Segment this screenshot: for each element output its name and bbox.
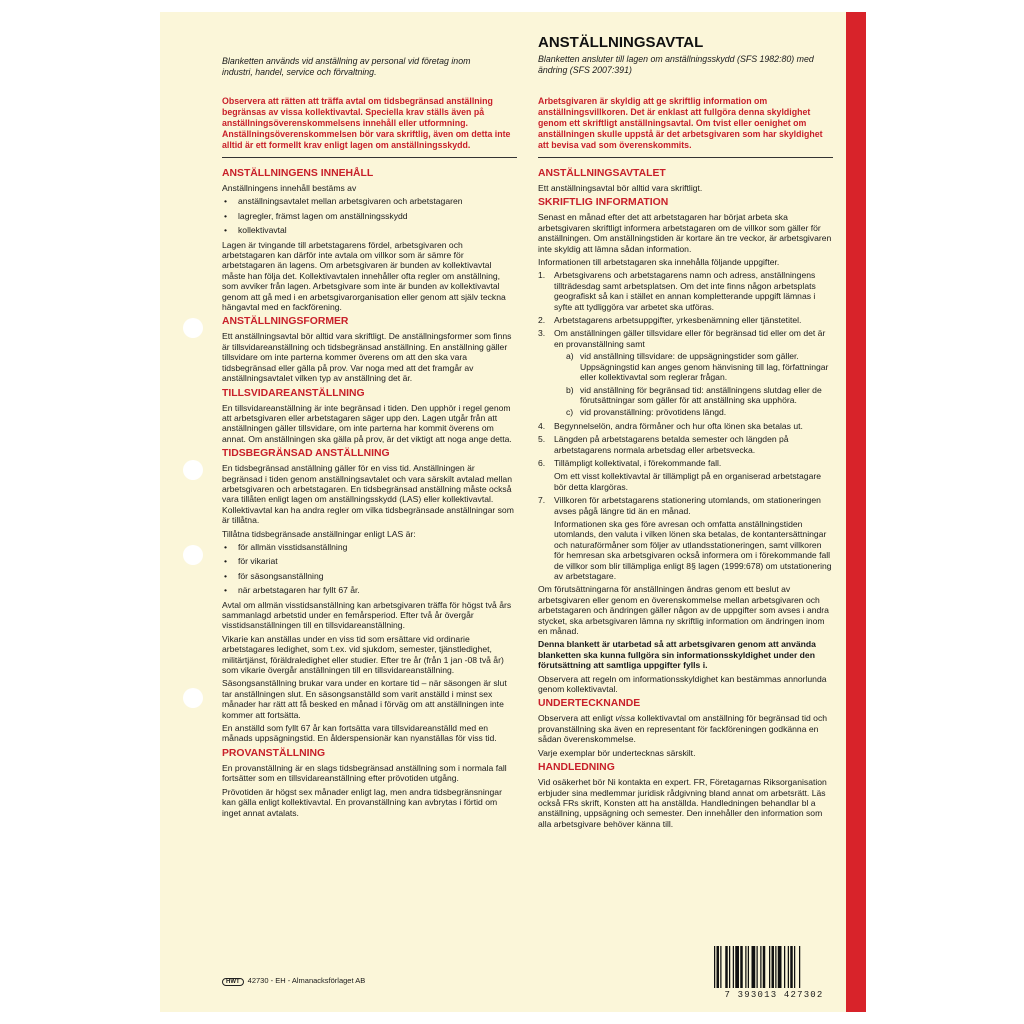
sub-item <box>554 351 833 382</box>
right-column <box>538 164 833 832</box>
item-number: 3. <box>538 328 546 339</box>
list-item <box>538 495 833 581</box>
paragraph: Ett anställningsavtal bör alltid vara skriftligt. <box>538 183 703 193</box>
barcode-bar <box>772 946 775 988</box>
form-intro: Blanketten används vid anställning av personal vid företag inom industri, handel, service och förvaltning. <box>222 56 471 77</box>
barcode-bar <box>775 946 776 988</box>
item-text: Tillämpligt kollektivatal, i förekommande fall. <box>554 457 722 468</box>
item-number: 4. <box>538 420 546 431</box>
paragraph: Tillåtna tidsbegränsade anställningar enligt LAS är: <box>222 528 416 539</box>
barcode-bar <box>717 946 720 988</box>
divider <box>538 157 833 158</box>
item-note: Informationen ska ges före avresan och omfatta anställningstiden utomlands, den valuta i vilken lönen ska betalas, de kontantersättningar och naturaförmåner som följer av utlandsstationeringen, samt villkoren för hemresan ska arbetsgivaren också informera om i förekommande fall de villkor som blir tillämpliga enligt 8§ lagen (1999:678) om utstationering av arbetstagare. <box>554 518 832 581</box>
sub-item-letter: a) <box>566 351 574 362</box>
paragraph: Senast en månad efter det att arbetstagaren har börjat arbeta ska arbetsgivaren skriftligt informera arbetstagaren om de villkor som gäller för anställningen. Om anställningstiden är kortare än tre veckor, är arbetsgivaren inte skyldig att lämna sådan information. <box>538 212 832 254</box>
sub-item-text: vid provanställning: prövotidens längd. <box>580 407 727 418</box>
sub-item-letter: c) <box>566 407 574 418</box>
punch-hole <box>183 318 203 338</box>
left-column <box>222 164 517 821</box>
paragraph: En provanställning är en slags tidsbegränsad anställning som i normala fall fortsätter som en tillsvidareanställning efter prövotiden utgång. <box>222 762 507 784</box>
text-run: Observera att enligt <box>538 713 616 724</box>
item-text: Begynnelselön, andra förmåner och hur ofta lönen ska betalas ut. <box>554 420 803 431</box>
item-text: Längden på arbetstagarens betalda semester och längden på arbetstagarens normala arbetsdag eller arbetsvecka. <box>554 434 789 455</box>
barcode-bar <box>794 946 795 988</box>
text-run: kollektivavtal om anställning för begränsad tid och provanställning ska även en representant för fackföreningen godkänna en sådan överenskommelse. <box>538 713 828 745</box>
paragraph: Avtal om allmän visstidsanställning kan arbetsgivaren träffa för högst två års sammanlagd arbetstid under en femårsperiod. Efter två år övergår visstidsanställningen till en tillsvidareanställning. <box>222 599 512 631</box>
section-heading: PROVANSTÄLLNING <box>222 747 326 759</box>
section-heading: TILLSVIDAREANSTÄLLNING <box>222 387 365 399</box>
section-heading: UNDERTECKNANDE <box>538 698 641 710</box>
list-item: • anställningsavtalet mellan arbetsgivaren och arbetstagaren <box>222 196 517 206</box>
barcode-bar <box>752 946 756 988</box>
barcode-bar <box>760 946 761 988</box>
footer-text: 42730 - EH - Almanacksförlaget AB <box>247 976 366 985</box>
page-title: ANSTÄLLNINGSAVTAL <box>538 34 704 51</box>
paragraph: Lagen är tvingande till arbetstagarens fördel, arbetsgivaren och arbetstagaren kan därför inte avtala om villkor som är sämre för arbetstagaren än lagens. Om arbetsgivaren är bunden av kollektivavtal måste han följa det. Kollektivavtalen innehåller ofta regler om anställning, som avviker från lagen. Arbetsgivare som inte är bunden av kollektivavtal genom att gå med i en arbetsgivarorganisation eller genom att själv teckna hängavtal med en fackförening. <box>222 239 506 313</box>
punch-hole <box>183 545 203 565</box>
barcode-bar <box>725 946 728 988</box>
paragraph: Vikarie kan anställas under en viss tid som ersättare vid ordinarie arbetstagares ledighet, som t.ex. vid sjukdom, semester, tjänstledighet, militärtjänst, föräldraledighet eller studier. Efter tre år (från 1 jan -08 två år) som vikarie övergår anställningen till en tillsvidareanställning. <box>222 633 504 676</box>
list-item: • kollektivavtal <box>222 225 517 235</box>
footer <box>222 976 365 986</box>
paragraph: Ett anställningsavtal bör alltid vara skriftligt. De anställningsformer som finns är tillsvidareanställning och tidsbegränsad anställning. En anställning gäller tillsvidare om inte parterna kommer överens om att den ska vara tidsbegränsad eller gälla på prov. Var noga med att det framgår av anställningsavtalet vilken typ av anställning det är. <box>222 331 512 384</box>
item-text: Arbetsgivarens och arbetstagarens namn och adress, anställningens tillträdesdag samt arbetsplatsen. Om det inte finns någon arbetsplats geografiskt så kan i stället en annan kompletterande uppgift lämnas i syfte att tydliggöra var arbetet ska utföras. <box>554 270 816 312</box>
paragraph: Varje exemplar bör undertecknas särskilt. <box>538 747 696 758</box>
barcode-bar <box>745 946 746 988</box>
paragraph: Om förutsättningarna för anställningen ändras genom ett beslut av arbetsgivaren eller genom en överenskommelse mellan arbetsgivaren och arbetstagaren och ändringen gäller någon av de uppgifter som avses i andra stycket, ska arbetsgivaren lämna ny skriftlig information om ändringen inom en månad. <box>538 584 829 637</box>
section-heading: TIDSBEGRÄNSAD ANSTÄLLNING <box>222 448 390 460</box>
paragraph <box>538 713 833 744</box>
list-item: • lagregler, främst lagen om anställningsskydd <box>222 211 517 221</box>
sub-item-text: vid anställning tillsvidare: de uppsägningstider som gäller. Uppsägningstid kan anges genom hänvisning till lag, författningar eller kollektivavtal som reglerar frågan. <box>580 351 829 383</box>
barcode-bar <box>729 946 730 988</box>
barcode-bar <box>763 946 766 988</box>
bullet-list <box>222 542 517 596</box>
barcode-bar <box>778 946 782 988</box>
barcode-bar <box>740 946 743 988</box>
punch-hole <box>183 688 203 708</box>
item-text: Villkoren för arbetstagarens stationering utomlands, om stationeringen avses pågå längre tid än en månad. <box>554 495 821 516</box>
section-heading: SKRIFTLIG INFORMATION <box>538 197 669 209</box>
item-number: 5. <box>538 434 546 445</box>
barcode-bar <box>784 946 785 988</box>
paragraph: Prövotiden är högst sex månader enligt lag, men andra tidsbegränsningar kan gälla enligt kollektivavtal. En provanställning kan avbrytas i förtid om inget annat avtalats. <box>222 786 502 818</box>
item-number: 7. <box>538 495 546 506</box>
item-number: 2. <box>538 315 546 326</box>
sub-item <box>554 407 833 417</box>
bullet-list <box>222 196 517 235</box>
barcode-bar <box>714 946 715 988</box>
section-heading: HANDLEDNING <box>538 762 615 774</box>
paragraph: En anställd som fyllt 67 år kan fortsätta vara tillsvidareanställd med en månads uppsägningstid. En ålderspensionär kan nyanställas för viss tid. <box>222 723 497 744</box>
paragraph: Observera att regeln om informationsskyldighet kan bestämmas annorlunda genom kollektivavtal. <box>538 673 827 695</box>
barcode-bar <box>769 946 770 988</box>
barcode-bar <box>757 946 758 988</box>
section-heading: ANSTÄLLNINGENS INNEHÅLL <box>222 168 374 179</box>
paragraph: En tillsvidareanställning är inte begränsad i tiden. Den upphör i regel genom att arbetsgivaren eller arbetstagaren säger upp den. Lagen utgår från att anställningen gäller tillsvidare, om inte parterna har kommit överens om annat. Om anställningen ska gälla på prov, är det viktigt att noga ange detta. <box>222 402 512 444</box>
list-item <box>538 434 833 455</box>
section-heading: ANSTÄLLNINGSFORMER <box>222 316 349 328</box>
barcode-bar <box>735 946 739 988</box>
list-item <box>538 315 833 325</box>
list-item: • för vikariat <box>222 556 517 566</box>
left-warning: Observera att rätten att träffa avtal om tidsbegränsad anställning begränsas av vissa kollektivavtal. Speciella krav ställs även på anställningsöverenskommelsens innehåll eller utformning. Anställningsöverenskommelsen bör vara skriftlig, även om detta inte alltid är ett formellt krav enligt lagen om anställningsskydd. <box>222 96 511 150</box>
section-heading: ANSTÄLLNINGSAVTALET <box>538 168 666 179</box>
list-item <box>538 421 833 431</box>
item-text: Om anställningen gäller tillsvidare eller för begränsad tid eller om det är en provanställning samt <box>554 328 826 349</box>
barcode-bar <box>720 946 721 988</box>
bold-paragraph: Denna blankett är utarbetad så att arbetsgivaren genom att använda blanketten ska kunna fullgöra sin informationsskyldighet under den förutsättning att samtliga uppgifter fylls i. <box>538 639 816 671</box>
paragraph: En tidsbegränsad anställning gäller för en viss tid. Anställningen är begränsad i tiden genom anställningsavtalet och vara särskilt avtalad mellan arbetsgivaren och arbetstagaren. En tidsbegränsad anställning måste också vara tillåten enligt lagen om anställningsskydd (LAS) eller kollektivavtal. Kollektivavtal kan ha andra regler om vilka tidsbegränsade anställningar som är tillåtna. <box>222 463 514 526</box>
item-note: Om ett visst kollektivavtal är tillämpligt på en organiserad arbetstagare bör detta klargöras. <box>554 471 822 492</box>
right-warning: Arbetsgivaren är skyldig att ge skriftlig information om anställningsvillkoren. Det är enklast att fullgöra denna skyldighet genom ett skriftligt anställningsavtal. Om tvist eller oenighet om anställningen skulle uppstå är det arbetsgivaren som har skyldighet att bevisa vad som överenskommits. <box>538 96 823 150</box>
punch-hole <box>183 460 203 480</box>
emphasis: vissa <box>615 713 635 724</box>
list-item <box>538 270 833 312</box>
barcode-bar <box>788 946 789 988</box>
paragraph: Informationen till arbetstagaren ska innehålla följande uppgifter. <box>538 257 780 268</box>
barcode-bar <box>790 946 793 988</box>
item-number: 1. <box>538 270 546 281</box>
list-item: • för allmän visstidsanställning <box>222 542 517 552</box>
sub-item-letter: b) <box>566 384 574 395</box>
paragraph: Vid osäkerhet bör Ni kontakta en expert. FR, Företagarnas Riksorganisation erbjuder sina medlemmar juridisk rådgivning bland annat om arbetsrätt. Läs också FRs skrift, Konsten att ha anställda. Handledningen behandlar bl a anställning, uppsägning och semester. Den innehåller den information som alla arbetsgivare behöver känna till. <box>538 777 827 829</box>
form-subtitle: Blanketten ansluter till lagen om anställningsskydd (SFS 1982:80) med ändring (SFS 2007:391) <box>538 54 814 75</box>
numbered-list <box>538 270 833 581</box>
list-item <box>538 328 833 417</box>
barcode-bar <box>799 946 800 988</box>
barcode-bar <box>748 946 749 988</box>
list-item <box>538 458 833 492</box>
publisher-logo: HWT <box>222 978 244 986</box>
list-item: • när arbetstagaren har fyllt 67 år. <box>222 585 517 595</box>
paragraph: Anställningens innehåll bestäms av <box>222 183 357 193</box>
item-text: Arbetstagarens arbetsuppgifter, yrkesbenämning eller tjänstetitel. <box>554 315 802 326</box>
list-item: • för säsongsanställning <box>222 571 517 581</box>
barcode <box>712 946 836 988</box>
divider <box>222 157 517 158</box>
sub-item <box>554 385 833 406</box>
item-number: 6. <box>538 457 546 468</box>
sub-item-text: vid anställning för begränsad tid: anställningens slutdag eller de förutsättningar som gäller för att anställning ska upphöra. <box>580 384 822 405</box>
barcode-bar <box>733 946 734 988</box>
red-edge-strip <box>846 12 866 1012</box>
paragraph: Säsongsanställning brukar vara under en kortare tid – när säsongen är slut tar anställningen slut. En säsongsanställd som varit anställd i minst sex månader har rätt att få besked en månad i förväg om att anställningen inte kommer att fortsätta. <box>222 678 507 720</box>
barcode-number: 7 393013 427302 <box>724 990 824 1000</box>
